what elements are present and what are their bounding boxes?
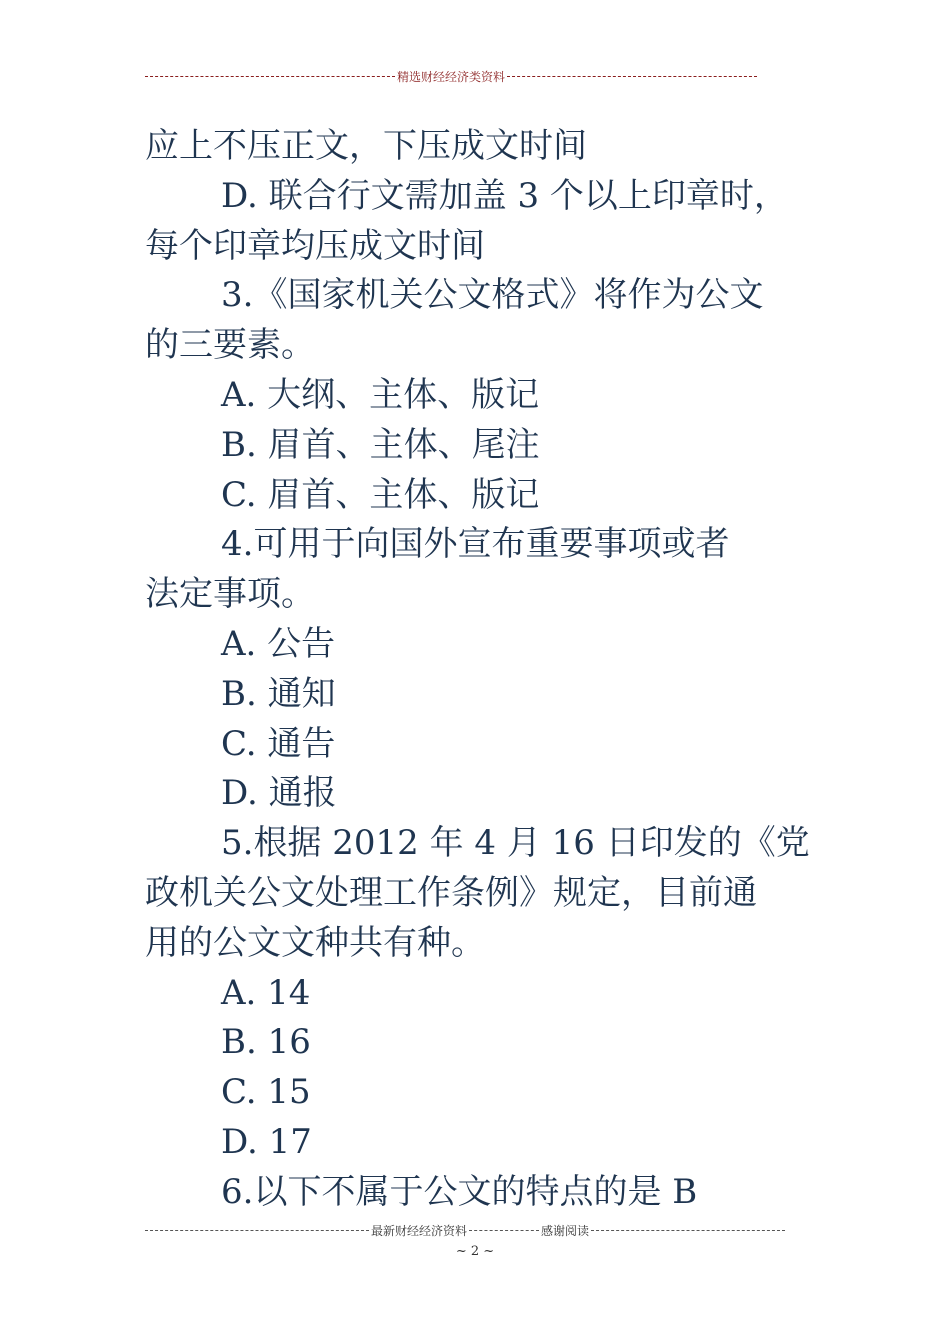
page-header: [145, 67, 757, 85]
text-line: 应上不压正文，下压成文时间: [145, 126, 587, 166]
header-rule-right: [507, 76, 757, 77]
text-line: C. 通告: [221, 723, 336, 764]
text-line: C. 15: [221, 1072, 311, 1113]
footer-rule-left: [145, 1230, 369, 1231]
text-line: 4.可用于向国外宣布重要事项或者: [221, 524, 730, 565]
text-line: D. 通报: [221, 773, 337, 814]
text-line: 每个印章均压成文时间: [145, 225, 485, 266]
text-line: 6.以下不属于公文的特点的是 B: [221, 1171, 698, 1212]
document-body: [145, 122, 825, 1218]
text-line: A. 公告: [221, 623, 336, 664]
text-line: D. 联合行文需加盖 3 个以上印章时，: [221, 175, 788, 216]
text-line: 法定事项。: [145, 574, 315, 615]
text-line: 5.根据 2012 年 4 月 16 日印发的《党: [221, 823, 810, 864]
page-footer: [145, 1221, 785, 1239]
footer-rule-right: [591, 1230, 785, 1231]
text-line: A. 14: [221, 972, 311, 1013]
text-line: 政机关公文处理工作条例》规定，目前通: [145, 872, 757, 913]
page-number: ~ 2 ~: [455, 1244, 495, 1259]
text-line: 的三要素。: [145, 325, 315, 366]
text-line: D. 17: [221, 1121, 312, 1162]
text-line: 3.《国家机关公文格式》将作为公文: [221, 275, 764, 316]
footer-right-label: 感谢阅读: [541, 1223, 590, 1238]
footer-rule-middle: [469, 1230, 539, 1231]
header-label: 精选财经经济类资料: [397, 69, 506, 84]
footer-left-label: 最新财经经济资料: [371, 1223, 468, 1238]
text-line: B. 眉首、主体、尾注: [221, 424, 540, 465]
header-rule-left: [145, 76, 395, 77]
text-line: B. 通知: [221, 673, 336, 714]
text-line: C. 眉首、主体、版记: [221, 474, 540, 515]
text-line: A. 大纲、主体、版记: [221, 374, 540, 415]
text-line: B. 16: [221, 1022, 311, 1063]
text-line: 用的公文文种共有种。: [145, 922, 485, 963]
